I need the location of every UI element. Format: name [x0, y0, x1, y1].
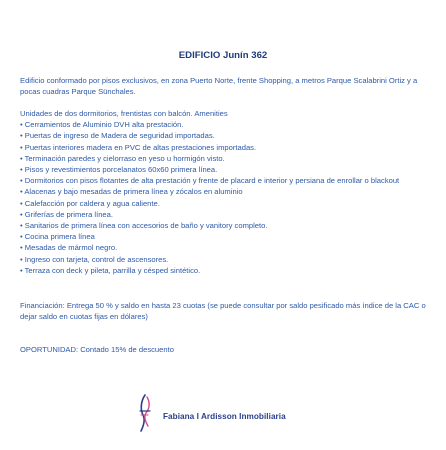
document-title: EDIFICIO Junín 362: [178, 50, 268, 61]
brand-name: Fabiana I Ardisson Inmobiliaria: [163, 412, 286, 421]
features-heading: Unidades de dos dormitorios, frentistas con balcón. Amenities: [20, 109, 228, 118]
feature-item: • Mesadas de mármol negro.: [20, 243, 118, 253]
feature-item: • Puertas interiores madera en PVC de altas prestaciones importadas.: [20, 142, 257, 152]
feature-item: • Ingreso con tarjeta, control de ascensores.: [20, 254, 169, 264]
feature-item: • Alacenas y bajo mesadas de primera línea y zócalos en aluminio: [20, 187, 243, 197]
feature-item: • Terminación paredes y cielorraso en yeso u hormigón visto.: [20, 153, 225, 163]
fa-monogram-logo-icon: [136, 393, 154, 433]
feature-item: • Dormitorios con pisos flotantes de alta prestación y frente de placard e interior y persiana de enrollar o blackout: [20, 176, 400, 186]
feature-item: • Cocina primera línea: [20, 232, 95, 242]
opportunity-paragraph: OPORTUNIDAD: Contado 15% de descuento: [20, 345, 174, 354]
feature-item: • Calefacción por caldera y agua caliente.: [20, 198, 160, 208]
feature-item: • Griferías de primera línea.: [20, 209, 113, 219]
features-section: [20, 108, 434, 276]
feature-item: • Pisos y revestimientos porcelanatos 60x60 primera línea.: [20, 165, 218, 175]
footer: [0, 393, 446, 433]
feature-item: • Sanitarios de primera línea con accesorios de baño y vanitory completo.: [20, 221, 268, 231]
feature-item: • Terraza con deck y pileta, parrilla y césped sintético.: [20, 265, 201, 275]
feature-item: • Puertas de ingreso de Madera de seguridad importadas.: [20, 131, 215, 141]
feature-item: • Cerramientos de Aluminio DVH alta prestación.: [20, 120, 184, 130]
financing-paragraph: Financiación: Entrega 50 % y saldo en hasta 23 cuotas (se puede consultar por saldo pesificado más índice de la CAC o dejar saldo en cuotas fijas en dólares): [20, 301, 426, 322]
intro-paragraph: Edificio conformado por pisos exclusivos, en zona Puerto Norte, frente Shopping, a metros Parque Scalabrini Ortiz y a pocas cuadras Parque Sünchales.: [20, 76, 418, 97]
